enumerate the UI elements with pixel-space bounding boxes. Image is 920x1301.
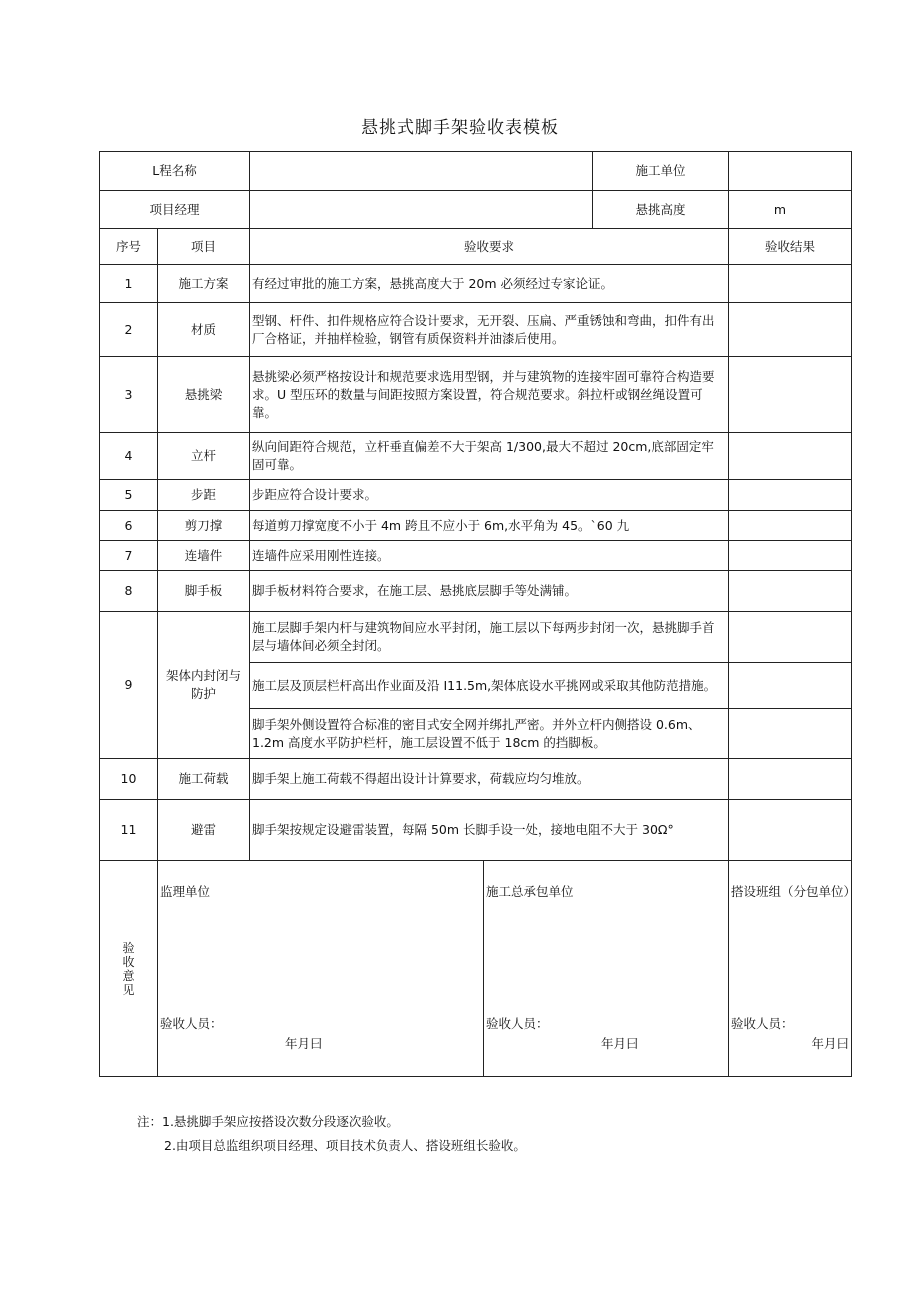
row-result[interactable] xyxy=(729,663,852,709)
row-result[interactable] xyxy=(729,541,852,571)
manager-value[interactable] xyxy=(250,191,593,229)
acceptance-row xyxy=(100,861,852,1077)
contractor-person-label: 验收人员： xyxy=(486,1016,549,1031)
row-requirement: 脚手架按规定设避雷装置，每隔 50m 长脚手设一处，接地电阻不大于 30Ω° xyxy=(250,800,729,861)
table-row xyxy=(100,303,852,357)
row-seq: 6 xyxy=(100,511,158,541)
supervision-person-label: 验收人员： xyxy=(160,1016,223,1031)
row-seq: 3 xyxy=(100,357,158,433)
inspection-table xyxy=(99,151,857,1077)
row-requirement: 施工层脚手架内杆与建筑物间应水平封闭，施工层以下每两步封闭一次，悬挑脚手首层与墙体间必须全封闭。 xyxy=(250,612,729,663)
row-requirement: 有经过审批的施工方案，悬挑高度大于 20m 必须经过专家论证。 xyxy=(250,265,729,303)
row-item: 架体内封闭与防护 xyxy=(158,612,250,759)
row-result[interactable] xyxy=(729,612,852,663)
row-requirement: 悬挑梁必须严格按设计和规范要求选用型钢，并与建筑物的连接牢固可靠符合构造要求。U 型压环的数量与间距按照方案设置，符合规范要求。斜拉杆或钢丝绳设置可靠。 xyxy=(250,357,729,433)
row-item: 避雷 xyxy=(158,800,250,861)
table-row xyxy=(100,541,852,571)
row-item: 立杆 xyxy=(158,433,250,480)
height-unit: m xyxy=(773,201,787,217)
manager-label: 项目经理 xyxy=(100,191,250,229)
row-result[interactable] xyxy=(729,759,852,800)
table-row xyxy=(100,612,852,663)
row-item: 材质 xyxy=(158,303,250,357)
row-requirement: 脚手板材料符合要求，在施工层、悬挑底层脚手等处满铺。 xyxy=(250,571,729,612)
team-person-label: 验收人员： xyxy=(731,1016,794,1031)
row-result[interactable] xyxy=(729,800,852,861)
row-seq: 2 xyxy=(100,303,158,357)
row-requirement: 步距应符合设计要求。 xyxy=(250,480,729,511)
row-item: 悬挑梁 xyxy=(158,357,250,433)
notes xyxy=(137,1110,526,1158)
row-item: 连墙件 xyxy=(158,541,250,571)
table-row xyxy=(100,759,852,800)
row-requirement: 型钢、杆件、扣件规格应符合设计要求，无开裂、压扁、严重锈蚀和弯曲，扣件有出厂合格证，并抽样检验，钢管有质保资料并油漆后使用。 xyxy=(250,303,729,357)
supervision-date: 年月曰 xyxy=(285,1036,323,1051)
row-item: 脚手板 xyxy=(158,571,250,612)
table-row xyxy=(100,357,852,433)
team-date: 年月曰 xyxy=(811,1036,849,1051)
row-result[interactable] xyxy=(729,571,852,612)
row-requirement: 脚手架外侧设置符合标准的密目式安全网并绑扎严密。并外立杆内侧搭设 0.6m、1.2m 高度水平防护栏杆，施工层设置不低于 18cm 的挡脚板。 xyxy=(250,709,729,759)
team-sign-cell[interactable] xyxy=(729,861,857,1077)
row-requirement: 每道剪刀撑宽度不小于 4m 跨且不应小于 6m,水平角为 45。`60 九 xyxy=(250,511,729,541)
row-result[interactable] xyxy=(729,357,852,433)
row-item: 施工方案 xyxy=(158,265,250,303)
row-seq: 9 xyxy=(100,612,158,759)
header-item: 项目 xyxy=(158,229,250,265)
height-value[interactable] xyxy=(729,191,852,229)
header-seq: 序号 xyxy=(100,229,158,265)
row-seq: 5 xyxy=(100,480,158,511)
project-name-label: L程名称 xyxy=(100,152,250,191)
row-seq: 1 xyxy=(100,265,158,303)
acceptance-label: 验收意见 xyxy=(100,861,158,1077)
row-result[interactable] xyxy=(729,265,852,303)
page-title: 悬挑式脚手架验收表模板 xyxy=(361,118,559,138)
height-label: 悬挑高度 xyxy=(593,191,729,229)
row-result[interactable] xyxy=(729,511,852,541)
contractor-sign-cell[interactable] xyxy=(484,861,729,1077)
row-item: 步距 xyxy=(158,480,250,511)
supervision-sign-cell[interactable] xyxy=(158,861,484,1077)
table-row xyxy=(100,433,852,480)
project-name-value[interactable] xyxy=(250,152,593,191)
table-row xyxy=(100,265,852,303)
table-row xyxy=(100,511,852,541)
table-row xyxy=(100,480,852,511)
row-item: 施工荷载 xyxy=(158,759,250,800)
row-requirement: 连墙件应采用刚性连接。 xyxy=(250,541,729,571)
row-result[interactable] xyxy=(729,709,852,759)
row-result[interactable] xyxy=(729,303,852,357)
construction-unit-label: 施工单位 xyxy=(593,152,729,191)
supervision-label: 监理单位 xyxy=(160,884,211,899)
construction-unit-value[interactable] xyxy=(729,152,852,191)
note-1: 注：1.悬挑脚手架应按搭设次数分段逐次验收。 xyxy=(137,1114,399,1129)
row-result[interactable] xyxy=(729,480,852,511)
row-seq: 4 xyxy=(100,433,158,480)
row-item: 剪刀撑 xyxy=(158,511,250,541)
header-result: 验收结果 xyxy=(729,229,852,265)
row-result[interactable] xyxy=(729,433,852,480)
note-2: 2.由项目总监组织项目经理、项目技术负责人、搭设班组长验收。 xyxy=(164,1138,526,1153)
contractor-label: 施工总承包单位 xyxy=(486,884,574,899)
row-requirement: 纵向间距符合规范，立杆垂直偏差不大于架高 1/300,最大不超过 20cm,底部固定牢固可靠。 xyxy=(250,433,729,480)
table-row xyxy=(100,800,852,861)
team-label: 搭设班组（分包单位） xyxy=(731,884,857,899)
row-requirement: 施工层及顶层栏杆高出作业面及沿 I11.5m,架体底设水平挑网或采取其他防范措施。 xyxy=(250,663,729,709)
table-row xyxy=(100,571,852,612)
header-requirement: 验收要求 xyxy=(250,229,729,265)
contractor-date: 年月曰 xyxy=(601,1036,639,1051)
row-seq: 8 xyxy=(100,571,158,612)
row-requirement: 脚手架上施工荷载不得超出设计计算要求，荷载应均匀堆放。 xyxy=(250,759,729,800)
row-seq: 10 xyxy=(100,759,158,800)
row-seq: 11 xyxy=(100,800,158,861)
row-seq: 7 xyxy=(100,541,158,571)
